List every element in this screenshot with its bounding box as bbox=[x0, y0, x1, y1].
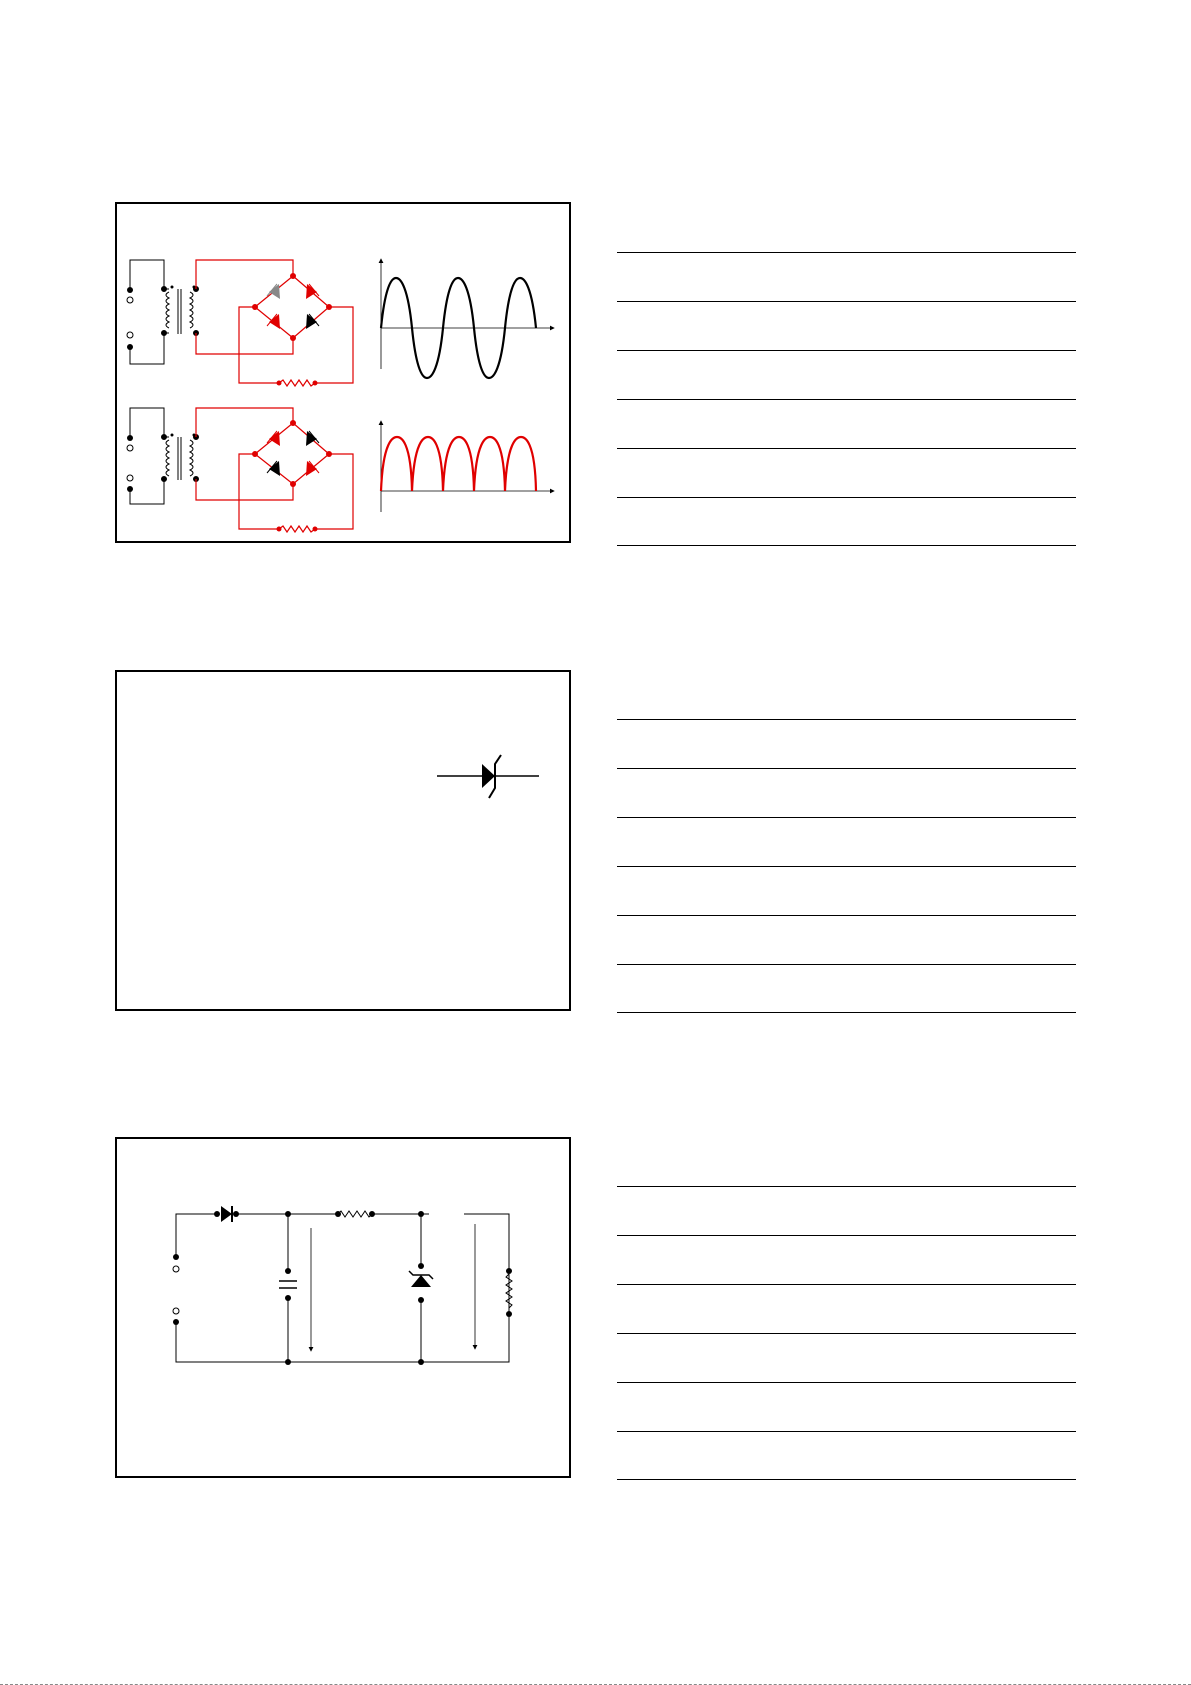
series-resistor-icon bbox=[335, 1211, 375, 1217]
note-line bbox=[617, 1431, 1076, 1432]
lower-bridge-circuit bbox=[127, 408, 353, 532]
terminal-dot bbox=[127, 344, 133, 350]
slide-zener-diode bbox=[115, 670, 571, 1011]
zener-regulator-diagram bbox=[117, 1139, 573, 1480]
capacitor-icon bbox=[279, 1268, 297, 1301]
note-line bbox=[617, 1333, 1076, 1334]
note-line bbox=[617, 817, 1076, 818]
zener-symbol-diagram bbox=[117, 672, 573, 1013]
zener-diode-icon bbox=[409, 1263, 433, 1303]
terminal-open bbox=[173, 1266, 179, 1272]
note-line bbox=[617, 1012, 1076, 1013]
bridge-rectifier-diagram bbox=[117, 204, 573, 545]
load-resistor-icon bbox=[279, 526, 315, 532]
note-line bbox=[617, 1382, 1076, 1383]
terminal-dot bbox=[127, 486, 133, 492]
ac-input-waveform bbox=[381, 259, 554, 378]
terminal-open bbox=[127, 332, 133, 338]
terminal-open bbox=[173, 1308, 179, 1314]
slide-zener-regulator bbox=[115, 1137, 571, 1478]
note-line bbox=[617, 497, 1076, 498]
note-line bbox=[617, 301, 1076, 302]
terminal-dot bbox=[173, 1254, 179, 1260]
note-line bbox=[617, 964, 1076, 965]
note-line bbox=[617, 350, 1076, 351]
upper-bridge-circuit bbox=[127, 260, 353, 386]
terminal-open bbox=[127, 445, 133, 451]
rectified-output-waveform bbox=[381, 421, 554, 512]
diode-icon bbox=[306, 314, 319, 329]
zener-diode-icon bbox=[437, 755, 539, 798]
terminal-dot bbox=[173, 1319, 179, 1325]
diode-icon bbox=[267, 431, 280, 446]
note-line bbox=[617, 399, 1076, 400]
note-line bbox=[617, 768, 1076, 769]
diode-icon bbox=[267, 314, 280, 329]
note-line bbox=[617, 448, 1076, 449]
note-line bbox=[617, 915, 1076, 916]
terminal-dot bbox=[127, 435, 133, 441]
terminal-open bbox=[127, 297, 133, 303]
rectifier-diode-icon bbox=[214, 1206, 239, 1222]
terminal-dot bbox=[127, 287, 133, 293]
diode-icon bbox=[267, 284, 280, 299]
note-line bbox=[617, 866, 1076, 867]
note-line bbox=[617, 1235, 1076, 1236]
terminal-open bbox=[127, 475, 133, 481]
transformer-icon bbox=[162, 434, 199, 482]
note-line bbox=[617, 1186, 1076, 1187]
transformer-icon bbox=[162, 286, 199, 336]
diode-icon bbox=[267, 461, 280, 476]
note-line bbox=[617, 545, 1076, 546]
note-line bbox=[617, 1284, 1076, 1285]
note-line bbox=[617, 252, 1076, 253]
load-resistor-icon bbox=[279, 380, 315, 386]
slide-bridge-rectifier bbox=[115, 202, 571, 543]
note-line bbox=[617, 719, 1076, 720]
note-line bbox=[617, 1479, 1076, 1480]
